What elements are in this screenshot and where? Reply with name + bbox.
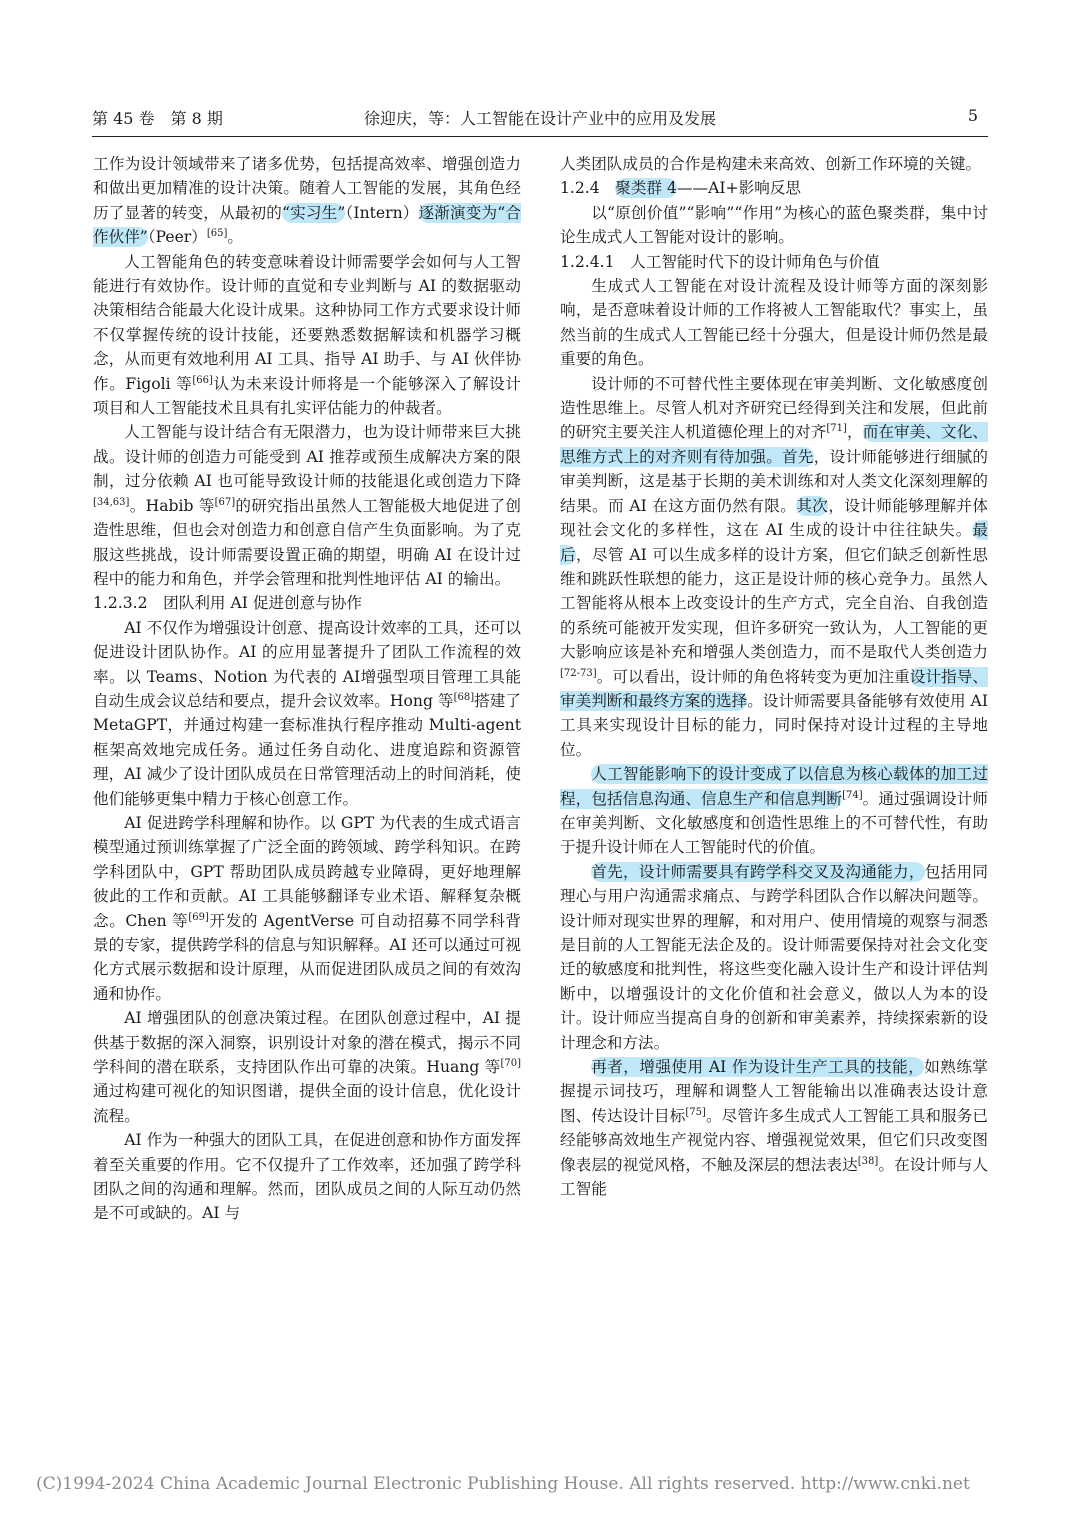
highlight: 设计指导、审美判断和最终方案的选择 — [560, 667, 988, 710]
citation: [66] — [192, 374, 213, 386]
highlight: 人工智能影响下的设计变成了以信息为核心载体的加工过程，包括信息沟通、信息生产和信息判断 — [560, 765, 988, 808]
citation: [69] — [188, 911, 209, 923]
paragraph: 人工智能与设计结合有无限潜力，也为设计师带来巨大挑战。设计师的创造力可能受到 AI 推荐或预生成解决方案的限制，过分依赖 AI 也可能导致设计师的技能退化或创造力下降[34,63]。Habib 等[67]的研究指出虽然人工智能极大地促进了创造性思维，但也会对创造力和创意自信产生负面影响。为了克服这些挑战，设计师需要设置正确的期望，明确 AI 在设计过程中的能力和角色，并学会管理和批判性地评估 AI 的输出。 — [93, 423, 521, 588]
citation: [34,63] — [93, 496, 130, 508]
paragraph: 人工智能影响下的设计变成了以信息为核心载体的加工过程，包括信息沟通、信息生产和信息判断[74]。通过强调设计师在审美判断、文化敏感度和创造性思维上的不可替代性，有助于提升设计师在人工智能时代的价值。 — [560, 765, 988, 857]
paragraph: AI 促进跨学科理解和协作。以 GPT 为代表的生成式语言模型通过预训练掌握了广泛全面的跨领域、跨学科知识。在跨学科团队中，GPT 帮助团队成员跨越专业障碍，更好地理解彼此的工作和贡献。AI 工具能够翻译专业术语、解释复杂概念。Chen 等[69]开发的 AgentVerse 可自动招募不同学科背景的专家，提供跨学科的信息与知识解释。AI 还可以通过可视化方式展示数据和设计原理，从而促进团队成员之间的有效沟通和协作。 — [93, 813, 521, 1003]
highlight: 首先，设计师需要具有跨学科交叉及沟通能力， — [591, 862, 925, 881]
citation: [71] — [826, 423, 847, 435]
right-column — [560, 152, 988, 1201]
running-header — [92, 106, 988, 136]
paragraph: 人类团队成员的合作是构建未来高效、创新工作环境的关键。 — [560, 155, 982, 173]
paragraph: AI 不仅作为增强设计创意、提高设计效率的工具，还可以促进设计团队协作。AI 的应用显著提升了团队工作流程的效率。以 Teams、Notion 为代表的 AI增强型项目管理工具能自动生成会议总结和要点，提升会议效率。Hong 等[68]搭建了 MetaGPT，并通过构建一套标准执行程序推动 Multi-agent 框架高效地完成任务。通过任务自动化、进度追踪和资源管理，AI 减少了设计团队成员在日常管理活动上的时间消耗，使他们能够更集中精力于核心创意工作。 — [93, 618, 521, 808]
highlight: 最后 — [560, 521, 988, 564]
citation: [72-73] — [560, 667, 597, 679]
paragraph: AI 增强团队的创意决策过程。在团队创意过程中，AI 提供基于数据的深入洞察，识别设计对象的潜在模式，揭示不同学科间的潜在联系，支持团队作出可靠的决策。Huang 等[70]通过构建可视化的知识图谱，提供全面的设计信息，优化设计流程。 — [93, 1009, 521, 1125]
citation: [70] — [500, 1057, 521, 1069]
highlight: “实习生” — [281, 203, 346, 222]
left-column — [93, 152, 521, 1226]
highlight: 其次 — [796, 496, 829, 515]
citation: [74] — [842, 789, 863, 801]
page-number: 5 — [967, 106, 978, 125]
paragraph: 人工智能角色的转变意味着设计师需要学会如何与人工智能进行有效协作。设计师的直觉和专业判断与 AI 的数据驱动决策相结合能最大化设计成果。这种协同工作方式要求设计师不仅掌握传统的设计技能，还要熟悉数据解读和机器学习概念，从而更有效地利用 AI 工具、指导 AI 助手、与 AI 伙伴协作。Figoli 等[66]认为未来设计师将是一个能够深入了解设计项目和人工智能技术且具有扎实评估能力的仲裁者。 — [93, 252, 521, 418]
paragraph: 生成式人工智能在对设计流程及设计师等方面的深刻影响，是否意味着设计师的工作将被人工智能取代？事实上，虽然当前的生成式人工智能已经十分强大，但是设计师仍然是最重要的角色。 — [560, 277, 988, 369]
section-heading: 1.2.4.1 人工智能时代下的设计师角色与价值 — [560, 252, 880, 271]
highlight: 再者，增强使用 AI 作为设计生产工具的技能， — [591, 1058, 925, 1077]
citation: [38] — [857, 1155, 879, 1167]
highlight: 而在审美、文化、思维方式上的对齐则有待加强。首先 — [560, 423, 988, 466]
paragraph: 以“原创价值”“影响”“作用”为核心的蓝色聚类群，集中讨论生成式人工智能对设计的影响。 — [560, 203, 988, 247]
section-heading: 1.2.3.2 团队利用 AI 促进创意与协作 — [93, 594, 363, 613]
copyright-footer: (C)1994-2024 China Academic Journal Electronic Publishing House. All rights reserved. http://www.cnki.net — [36, 1474, 970, 1494]
paragraph: 设计师的不可替代性主要体现在审美判断、文化敏感度创造性思维上。尽管人机对齐研究已经得到关注和发展，但此前的研究主要关注人机道德伦理上的对齐[71]，而在审美、文化、思维方式上的对齐则有待加强。首先，设计师能够进行细腻的审美判断，这是基于长期的美术训练和对人类文化深刻理解的结果。而 AI 在这方面仍然有限。其次，设计师能够理解并体现社会文化的多样性，这在 AI 生成的设计中往往缺失。最后，尽管 AI 可以生成多样的设计方案，但它们缺乏创新性思维和跳跃性联想的能力，这正是设计师的核心竞争力。虽然人工智能将从根本上改变设计的生产方式，完全自治、自我创造的系统可能被开发实现，但许多研究一致认为，人工智能的更大影响应该是补充和增强人类创造力，而不是取代人类创造力[72-73]。可以看出，设计师的角色将转变为更加注重设计指导、审美判断和最终方案的选择。设计师需要具备能够有效使用 AI 工具来实现设计目标的能力，同时保持对设计过程的主导地位。 — [560, 374, 988, 759]
paragraph: 工作为设计领域带来了诸多优势，包括提高效率、增强创造力和做出更加精准的设计决策。随着人工智能的发展，其角色经历了显著的转变，从最初的“实习生”（Intern）逐渐演变为“合作伙伴”（Peer）[65]。 — [93, 155, 521, 247]
citation: [68] — [453, 691, 475, 703]
section-heading: 1.2.4 聚类群 4——AI+影响反思 — [560, 179, 802, 198]
journal-volume-issue: 第 45 卷 第 8 期 — [92, 109, 223, 128]
highlight: 逐渐演变为“合作伙伴” — [93, 203, 521, 247]
citation: [75] — [685, 1106, 706, 1118]
running-title: 徐迎庆，等：人工智能在设计产业中的应用及发展 — [363, 109, 716, 128]
paragraph: 首先，设计师需要具有跨学科交叉及沟通能力，包括用同理心与用户沟通需求痛点、与跨学科团队合作以解决问题等。设计师对现实世界的理解，和对用户、使用情境的观察与洞悉是目前的人工智能无法企及的。设计师需要保持对社会文化变迁的敏感度和批判性，将这些变化融入设计生产和设计评估判断中，以增强设计的文化价值和社会意义，做以人为本的设计。设计师应当提高自身的创新和审美素养，持续探索新的设计理念和方法。 — [560, 862, 988, 1052]
citation: [65] — [206, 228, 228, 240]
citation: [67] — [214, 496, 236, 508]
header-rule — [92, 136, 988, 137]
paragraph: AI 作为一种强大的团队工具，在促进创意和协作方面发挥着至关重要的作用。它不仅提升了工作效率，还加强了跨学科团队之间的沟通和理解。然而，团队成员之间的人际互动仍然是不可或缺的。AI 与 — [93, 1131, 521, 1223]
paragraph: 再者，增强使用 AI 作为设计生产工具的技能，如熟练掌握提示词技巧，理解和调整人工智能输出以准确表达设计意图、传达设计目标[75]。尽管许多生成式人工智能工具和服务已经能够高效地生产视觉内容、增强视觉效果，但它们只改变图像表层的视觉风格，不触及深层的想法表达[38]。在设计师与人工智能 — [560, 1058, 988, 1199]
highlight: 聚类群 4 — [615, 179, 677, 198]
